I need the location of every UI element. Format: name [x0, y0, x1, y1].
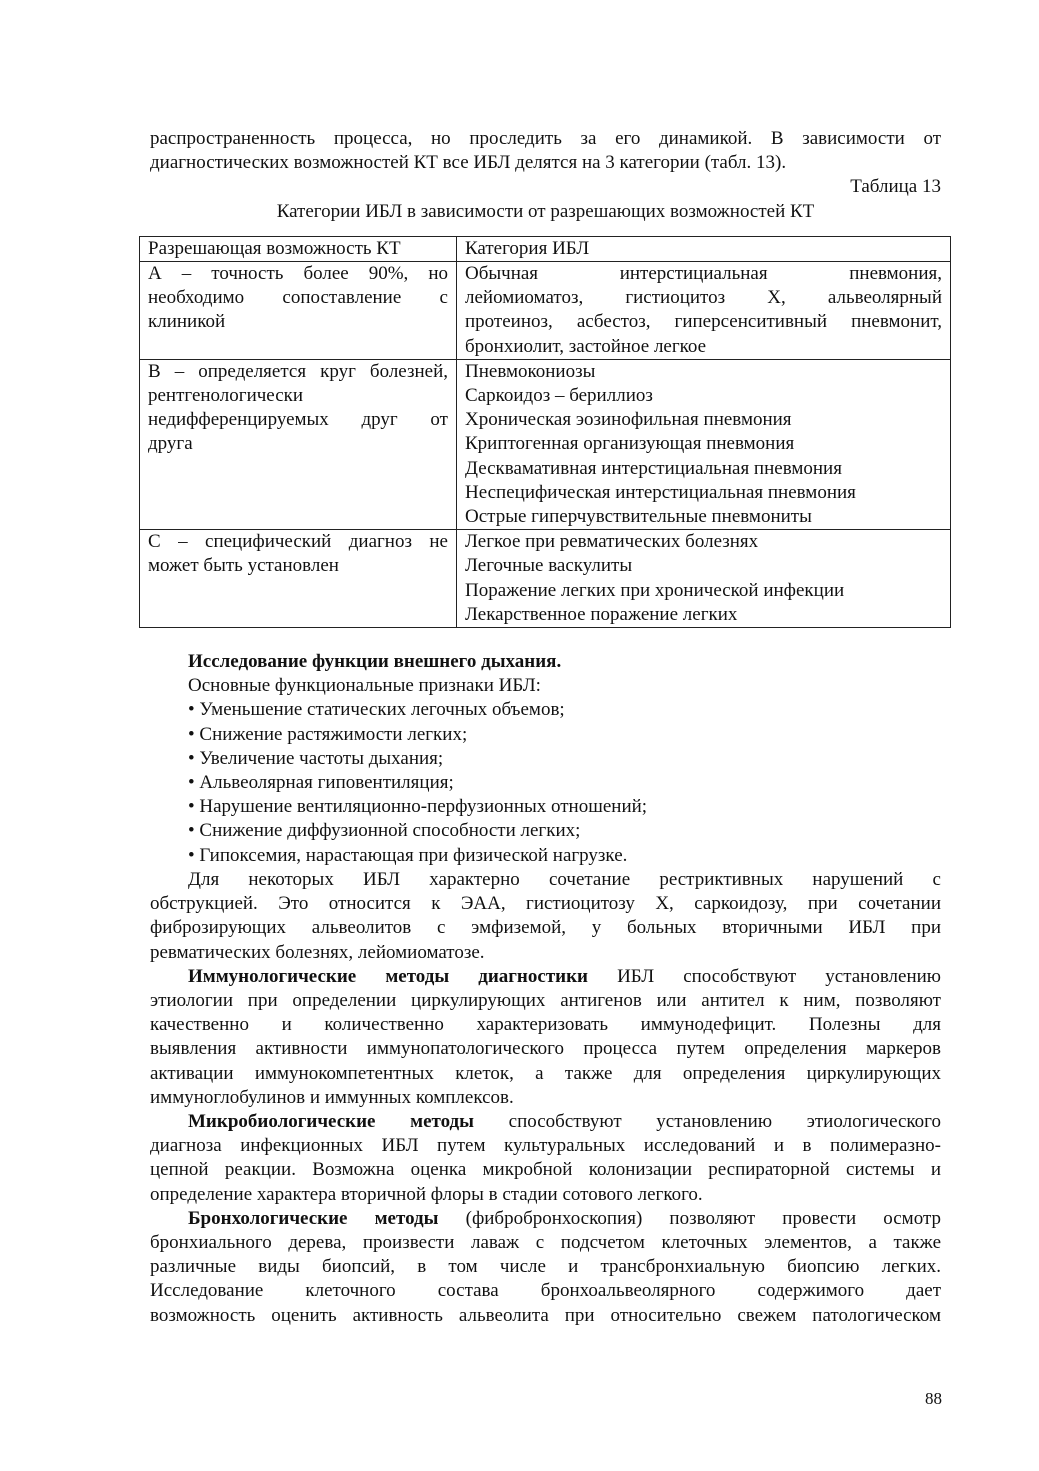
- paragraph-restrictive: [150, 868, 941, 965]
- cell-line: Обычная интерстициальная пневмония,: [465, 263, 942, 285]
- intro-line-1: распространенность процесса, но проследить за его динамикой. В зависимости от: [150, 128, 941, 149]
- cell-line: Острые гиперчувствительные пневмониты: [465, 506, 812, 528]
- text-line: выявления активности иммунопатологического процесса путем определения маркеров: [150, 1038, 941, 1060]
- cell-line: может быть установлен: [148, 555, 339, 577]
- text-line: фиброзирующих альвеолитов с эмфиземой, у больных вторичными ИБЛ при: [150, 917, 941, 939]
- text-run: (фибробронхоскопия) позволяют провести осмотр: [438, 1207, 941, 1229]
- table-header-cell: Разрешающая возможность КТ: [140, 236, 457, 261]
- page-content: [150, 127, 941, 1328]
- table-cell-capability: [140, 359, 457, 529]
- cell-line: А – точность более 90%, но: [148, 263, 448, 285]
- text-line: обструкцией. Это относится к ЭАА, гистиоцитозу Х, саркоидозу, при сочетании: [150, 893, 941, 915]
- text-line: иммуноглобулинов и иммунных комплексов.: [150, 1086, 514, 1108]
- cell-line: клиникой: [148, 311, 226, 333]
- table-row: [140, 359, 951, 529]
- cell-line: Неспецифическая интерстициальная пневмония: [465, 481, 856, 503]
- text-line: определение характера вторичной флоры в стадии сотового легкого.: [150, 1183, 703, 1205]
- text-line: [150, 965, 941, 989]
- table-header-cell: Категория ИБЛ: [457, 236, 951, 261]
- table-number: Таблица 13: [850, 176, 941, 198]
- text-run: ИБЛ способствуют установлению: [588, 965, 941, 987]
- text-line: бронхиального дерева, произвести лаваж с подсчетом клеточных элементов, а также: [150, 1231, 941, 1253]
- cell-line: Криптогенная организующая пневмония: [465, 433, 795, 455]
- text-line: различные виды биопсий, в том числе и трансбронхиальную биопсию легких.: [150, 1256, 941, 1278]
- list-item: • Уменьшение статических легочных объемов;: [188, 699, 565, 721]
- text-line: [150, 1207, 941, 1231]
- list-item: • Снижение растяжимости легких;: [188, 723, 468, 745]
- text-line: цепной реакции. Возможна оценка микробной колонизации респираторной системы и: [150, 1159, 941, 1181]
- text-line: качественно и количественно характеризовать иммунодефицит. Полезны для: [150, 1014, 941, 1036]
- cell-line: В – определяется круг болезней,: [148, 360, 448, 382]
- list-item: • Гипоксемия, нарастающая при физической нагрузке.: [188, 844, 628, 866]
- table-caption: Категории ИБЛ в зависимости от разрешающих возможностей КТ: [276, 200, 815, 222]
- paragraph-bronchology: [150, 1207, 941, 1328]
- bold-term: Иммунологические методы диагностики: [188, 965, 588, 987]
- cell-line: рентгенологически: [148, 385, 304, 407]
- cell-line: Пневмокониозы: [465, 360, 596, 382]
- text-line: ревматических болезнях, лейомиоматозе.: [150, 941, 485, 963]
- cell-line: Легкое при ревматических болезнях: [465, 531, 759, 553]
- cell-line: Саркоидоз – бериллиоз: [465, 385, 653, 407]
- fvd-section: [150, 650, 941, 868]
- paragraph-immunology: [150, 965, 941, 1110]
- cell-line: друга: [148, 433, 193, 455]
- paragraph-microbiology: [150, 1110, 941, 1207]
- table-cell-category: [457, 262, 951, 360]
- bold-term: Бронхологические методы: [188, 1207, 439, 1229]
- cell-line: Хроническая эозинофильная пневмония: [465, 409, 792, 431]
- text-line: диагноза инфекционных ИБЛ путем культуральных исследований и в полимеразно-: [150, 1135, 941, 1157]
- table-row: [140, 262, 951, 360]
- table-cell-category: [457, 359, 951, 529]
- list-item: • Увеличение частоты дыхания;: [188, 747, 444, 769]
- text-run: способствуют установлению этиологического: [474, 1110, 942, 1132]
- cell-line: Десквамативная интерстициальная пневмония: [465, 457, 842, 479]
- text-line: активации иммунокомпетентных клеток, а также для определения циркулирующих: [150, 1062, 941, 1084]
- list-item: • Снижение диффузионной способности легких;: [188, 820, 581, 842]
- list-item: • Нарушение вентиляционно-перфузионных отношений;: [188, 796, 648, 818]
- cell-line: бронхиолит, застойное легкое: [465, 335, 707, 357]
- page-number: 88: [925, 1389, 942, 1408]
- text-line: возможность оценить активность альвеолита при относительно свежем патологическом: [150, 1304, 941, 1326]
- cell-line: Поражение легких при хронической инфекции: [465, 579, 845, 601]
- section-subheading: Основные функциональные признаки ИБЛ:: [188, 675, 541, 697]
- cell-line: С – специфический диагноз не: [148, 531, 448, 553]
- table-cell-capability: [140, 262, 457, 360]
- categories-table: [139, 236, 951, 628]
- table-cell-capability: [140, 530, 457, 628]
- section-heading: Исследование функции внешнего дыхания.: [188, 651, 562, 673]
- cell-line: Лекарственное поражение легких: [465, 603, 738, 625]
- list-item: • Альвеолярная гиповентиляция;: [188, 772, 454, 794]
- cell-line: недифференцируемых друг от: [148, 409, 448, 431]
- table-cell-category: [457, 530, 951, 628]
- table-header-row: [140, 236, 951, 261]
- table-row: [140, 530, 951, 628]
- cell-line: необходимо сопоставление с: [148, 287, 448, 309]
- intro-line-2: диагностических возможностей КТ все ИБЛ делятся на 3 категории (табл. 13).: [150, 152, 787, 174]
- text-line: Исследование клеточного состава бронхоальвеолярного содержимого дает: [150, 1280, 941, 1302]
- cell-line: Легочные васкулиты: [465, 555, 633, 577]
- text-line: [150, 1110, 941, 1134]
- bold-term: Микробиологические методы: [188, 1110, 474, 1132]
- text-line: Для некоторых ИБЛ характерно сочетание рестриктивных нарушений с: [188, 868, 941, 890]
- cell-line: лейомиоматоз, гистиоцитоз Х, альвеолярный: [465, 287, 942, 309]
- cell-line: протеиноз, асбестоз, гиперсенситивный пневмонит,: [465, 311, 942, 333]
- text-line: этиологии при определении циркулирующих антигенов или антител к ним, позволяют: [150, 989, 941, 1011]
